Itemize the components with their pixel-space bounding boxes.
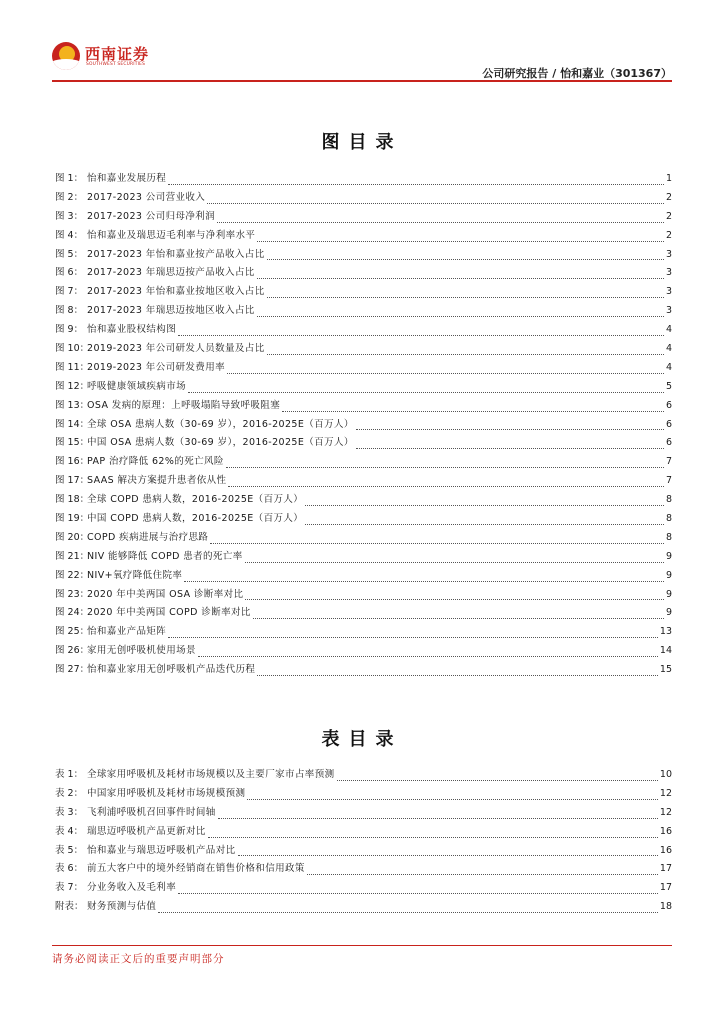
toc-entry[interactable] <box>55 340 672 359</box>
toc-leader-dots <box>226 467 664 468</box>
toc-entry-label: 表 7： <box>55 882 84 894</box>
toc-entry[interactable] <box>55 321 672 340</box>
toc-entry[interactable] <box>55 378 672 397</box>
toc-leader-dots <box>178 893 658 894</box>
toc-entry-page: 14 <box>659 645 672 657</box>
toc-leader-dots <box>282 411 664 412</box>
toc-entry[interactable] <box>55 227 672 246</box>
toc-entry-page: 2 <box>665 229 672 241</box>
footer-divider <box>52 945 672 946</box>
toc-entry-title: 怡和嘉业发展历程 <box>87 173 167 184</box>
toc-entry[interactable] <box>55 472 672 491</box>
toc-entry-title: 2020 年中美两国 OSA 诊断率对比 <box>87 588 244 600</box>
toc-entry-title: 中国家用呼吸机及耗材市场规模预测 <box>87 787 246 799</box>
toc-entry[interactable] <box>55 804 672 823</box>
toc-entry-label: 图 2： <box>55 191 84 203</box>
toc-leader-dots <box>207 203 664 204</box>
toc-entry-title: 怡和嘉业及瑞思迈毛利率与净利率水平 <box>87 229 256 241</box>
toc-entry-label: 图 12： <box>55 380 90 392</box>
toc-entry[interactable] <box>55 302 672 321</box>
toc-entry[interactable] <box>55 898 672 917</box>
toc-entry-page: 17 <box>659 863 672 875</box>
toc-entry-label: 图 7： <box>55 286 84 298</box>
toc-entry[interactable] <box>55 604 672 623</box>
toc-entry-title: 全球 OSA 患病人数（30-69 岁），2016-2025E（百万人） <box>87 418 354 430</box>
toc-leader-dots <box>257 241 664 242</box>
toc-leader-dots <box>337 780 658 781</box>
toc-leader-dots <box>305 524 664 525</box>
toc-leader-dots <box>178 335 664 336</box>
toc-entry-title: 中国 COPD 患病人数，2016-2025E（百万人） <box>87 513 304 525</box>
toc-entry-title: 2019-2023 年公司研发人员数量及占比 <box>87 343 265 355</box>
toc-entry-page: 18 <box>659 901 672 913</box>
toc-entry-label: 图 17： <box>55 475 90 487</box>
logo-emblem-icon <box>52 42 80 70</box>
toc-entry-title: 2019-2023 年公司研发费用率 <box>87 361 226 373</box>
toc-entry-page: 7 <box>665 456 672 468</box>
toc-entry[interactable] <box>55 208 672 227</box>
toc-entry-label: 表 5： <box>55 844 84 856</box>
toc-entry[interactable] <box>55 661 672 680</box>
toc-entry-page: 2 <box>665 191 672 203</box>
toc-entry-page: 9 <box>665 550 672 562</box>
toc-entry-title: 分业务收入及毛利率 <box>87 882 177 894</box>
toc-entry[interactable] <box>55 416 672 435</box>
toc-entry-label: 图 23： <box>55 588 90 600</box>
toc-entry-title: 怡和嘉业股权结构图 <box>87 324 177 336</box>
toc-entry[interactable] <box>55 766 672 785</box>
toc-entry-page: 16 <box>659 825 672 837</box>
toc-entry-title: 2017-2023 年瑞思迈按地区收入占比 <box>87 305 255 317</box>
toc-entry-label: 图 21： <box>55 550 90 562</box>
toc-entry-title: 前五大客户中的境外经销商在销售价格和信用政策 <box>87 863 305 875</box>
toc-entry-page: 8 <box>665 494 672 506</box>
toc-entry-page: 4 <box>665 324 672 336</box>
figures-list <box>55 170 672 680</box>
toc-entry-title: 财务预测与估值 <box>87 901 157 913</box>
toc-entry[interactable] <box>55 785 672 804</box>
toc-leader-dots <box>356 448 664 449</box>
toc-entry-title: 全球 COPD 患病人数，2016-2025E（百万人） <box>87 494 304 506</box>
toc-entry[interactable] <box>55 170 672 189</box>
toc-entry-page: 6 <box>665 437 672 449</box>
toc-entry-label: 表 2： <box>55 787 84 799</box>
toc-leader-dots <box>247 799 658 800</box>
toc-entry-label: 表 1： <box>55 769 84 780</box>
figures-heading: 图目录 <box>321 132 403 153</box>
toc-leader-dots <box>267 354 664 355</box>
toc-entry-page: 1 <box>665 173 672 184</box>
toc-entry-label: 图 20： <box>55 531 90 543</box>
toc-entry[interactable] <box>55 823 672 842</box>
toc-entry-title: 2017-2023 公司营业收入 <box>87 191 206 203</box>
toc-entry-label: 图 15： <box>55 437 90 449</box>
toc-entry-page: 15 <box>659 664 672 676</box>
toc-entry-title: 2017-2023 公司归母净利润 <box>87 210 216 222</box>
toc-entry-page: 9 <box>665 588 672 600</box>
toc-entry-page: 17 <box>659 882 672 894</box>
toc-leader-dots <box>238 855 658 856</box>
toc-entry-page: 6 <box>665 399 672 411</box>
toc-entry[interactable] <box>55 359 672 378</box>
toc-entry[interactable] <box>55 842 672 861</box>
toc-leader-dots <box>245 599 664 600</box>
tables-heading: 表目录 <box>321 729 403 750</box>
toc-entry-title: 中国 OSA 患病人数（30-69 岁），2016-2025E（百万人） <box>87 437 354 449</box>
toc-entry-page: 3 <box>665 267 672 279</box>
toc-entry-label: 图 3： <box>55 210 84 222</box>
toc-entry-title: 呼吸健康领域疾病市场 <box>87 380 187 392</box>
toc-leader-dots <box>208 837 658 838</box>
toc-leader-dots <box>168 184 664 185</box>
toc-entry-page: 8 <box>665 531 672 543</box>
toc-entry[interactable] <box>55 642 672 661</box>
toc-entry-label: 图 25： <box>55 626 90 638</box>
logo-english-name: SOUTHWEST SECURITIES <box>86 62 146 67</box>
toc-leader-dots <box>218 818 658 819</box>
toc-entry-title: NIV+氧疗降低住院率 <box>87 569 183 581</box>
toc-leader-dots <box>267 297 664 298</box>
toc-entry-title: 飞利浦呼吸机召回事件时间轴 <box>87 806 216 818</box>
toc-leader-dots <box>198 656 658 657</box>
toc-entry-label: 图 5： <box>55 248 84 260</box>
toc-entry[interactable] <box>55 860 672 879</box>
toc-leader-dots <box>253 618 664 619</box>
logo-chinese-name: 西南证券 <box>85 45 150 63</box>
toc-leader-dots <box>257 675 658 676</box>
toc-entry-page: 12 <box>659 806 672 818</box>
toc-entry-page: 9 <box>665 569 672 581</box>
toc-entry-label: 表 6： <box>55 863 84 875</box>
toc-entry[interactable] <box>55 586 672 605</box>
toc-entry[interactable] <box>55 548 672 567</box>
toc-entry[interactable] <box>55 491 672 510</box>
toc-entry-title: COPD 疾病进展与治疗思路 <box>87 531 209 543</box>
toc-entry-page: 8 <box>665 513 672 525</box>
toc-entry[interactable] <box>55 246 672 265</box>
toc-leader-dots <box>257 316 664 317</box>
toc-entry-label: 图 16： <box>55 456 90 468</box>
toc-entry-page: 12 <box>659 787 672 799</box>
toc-leader-dots <box>307 874 658 875</box>
toc-entry[interactable] <box>55 510 672 529</box>
toc-leader-dots <box>227 373 664 374</box>
toc-entry-title: 全球家用呼吸机及耗材市场规模以及主要厂家市占率预测 <box>87 769 335 780</box>
toc-entry-title: 2017-2023 年怡和嘉业按地区收入占比 <box>87 286 265 298</box>
toc-entry[interactable] <box>55 434 672 453</box>
toc-leader-dots <box>245 562 664 563</box>
toc-entry-label: 图 18： <box>55 494 90 506</box>
toc-leader-dots <box>356 429 664 430</box>
toc-entry[interactable] <box>55 264 672 283</box>
toc-entry-label: 表 3： <box>55 806 84 818</box>
toc-entry-label: 图 4： <box>55 229 84 241</box>
toc-entry-page: 3 <box>665 248 672 260</box>
toc-entry-label: 图 22： <box>55 569 90 581</box>
toc-leader-dots <box>184 581 664 582</box>
toc-entry-title: OSA 发病的原理：上呼吸塌陷导致呼吸阻塞 <box>87 399 281 411</box>
toc-entry-page: 2 <box>665 210 672 222</box>
toc-entry-title: 怡和嘉业产品矩阵 <box>87 626 167 638</box>
header-divider <box>52 80 672 82</box>
toc-leader-dots <box>305 505 664 506</box>
toc-entry-title: NIV 能够降低 COPD 患者的死亡率 <box>87 550 243 562</box>
toc-entry-label: 图 19： <box>55 513 90 525</box>
toc-entry-label: 图 13： <box>55 399 90 411</box>
toc-entry[interactable] <box>55 567 672 586</box>
toc-entry-page: 7 <box>665 475 672 487</box>
toc-entry-label: 表 4： <box>55 825 84 837</box>
toc-entry-title: 瑞思迈呼吸机产品更新对比 <box>87 825 206 837</box>
toc-entry-title: PAP 治疗降低 62%的死亡风险 <box>87 456 224 468</box>
toc-entry-label: 图 24： <box>55 607 90 619</box>
toc-entry-label: 图 9： <box>55 324 84 336</box>
toc-entry-page: 4 <box>665 343 672 355</box>
toc-entry-title: 家用无创呼吸机使用场景 <box>87 645 196 657</box>
page-header <box>52 38 672 82</box>
toc-entry[interactable] <box>55 879 672 898</box>
toc-entry-label: 图 26： <box>55 645 90 657</box>
tables-list <box>55 766 672 917</box>
toc-entry-page: 13 <box>659 626 672 638</box>
toc-entry-label: 图 6： <box>55 267 84 279</box>
toc-leader-dots <box>257 278 664 279</box>
toc-entry-label: 图 11： <box>55 361 90 373</box>
toc-entry-page: 4 <box>665 361 672 373</box>
toc-entry[interactable] <box>55 283 672 302</box>
toc-entry-label: 附表： <box>55 901 84 913</box>
toc-leader-dots <box>267 259 664 260</box>
toc-entry-title: 怡和嘉业家用无创呼吸机产品迭代历程 <box>87 664 256 676</box>
toc-leader-dots <box>228 486 664 487</box>
toc-entry[interactable] <box>55 397 672 416</box>
toc-entry[interactable] <box>55 189 672 208</box>
toc-entry[interactable] <box>55 529 672 548</box>
toc-entry-label: 图 8： <box>55 305 84 317</box>
toc-entry[interactable] <box>55 453 672 472</box>
toc-entry-label: 图 27： <box>55 664 90 676</box>
toc-entry-page: 16 <box>659 844 672 856</box>
toc-entry-page: 10 <box>659 769 672 780</box>
toc-leader-dots <box>188 392 664 393</box>
toc-entry-label: 图 1： <box>55 173 84 184</box>
footer-disclaimer: 请务必阅读正文后的重要声明部分 <box>52 953 225 965</box>
toc-entry-page: 5 <box>665 380 672 392</box>
toc-entry-page: 3 <box>665 305 672 317</box>
toc-entry[interactable] <box>55 623 672 642</box>
company-logo <box>52 38 162 78</box>
toc-leader-dots <box>158 912 658 913</box>
toc-entry-label: 图 14： <box>55 418 90 430</box>
toc-entry-title: SAAS 解决方案提升患者依从性 <box>87 475 227 487</box>
toc-entry-title: 怡和嘉业与瑞思迈呼吸机产品对比 <box>87 844 236 856</box>
toc-entry-page: 9 <box>665 607 672 619</box>
toc-entry-title: 2017-2023 年瑞思迈按产品收入占比 <box>87 267 255 279</box>
toc-entry-page: 6 <box>665 418 672 430</box>
toc-leader-dots <box>168 637 658 638</box>
toc-entry-label: 图 10： <box>55 343 90 355</box>
report-title: 公司研究报告 / 怡和嘉业（301367） <box>482 67 672 80</box>
toc-entry-title: 2020 年中美两国 COPD 诊断率对比 <box>87 607 251 619</box>
toc-leader-dots <box>210 543 664 544</box>
toc-leader-dots <box>217 222 664 223</box>
toc-entry-title: 2017-2023 年怡和嘉业按产品收入占比 <box>87 248 265 260</box>
toc-entry-page: 3 <box>665 286 672 298</box>
